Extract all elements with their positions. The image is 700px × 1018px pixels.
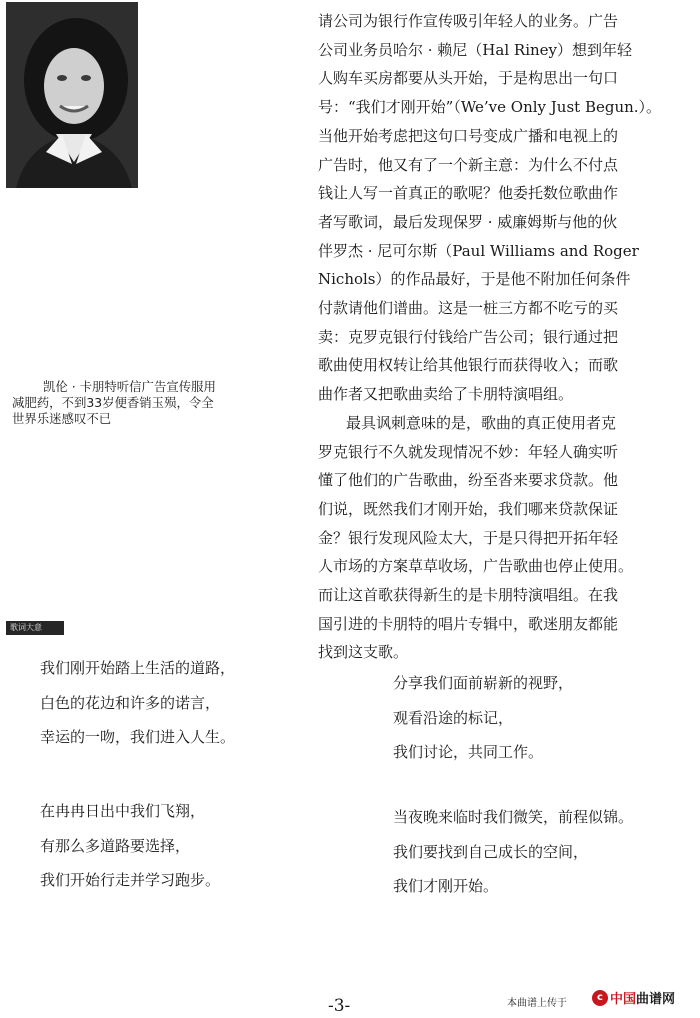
caption-line: 世界乐迷感叹不已 [12,411,112,426]
portrait-photo [6,2,138,188]
body-line: 卖：克罗克银行付钱给广告公司；银行通过把 [318,327,619,346]
portrait-drawing [6,2,138,188]
body-line: 钱让人写一首真正的歌呢？他委托数位歌曲作 [318,184,619,203]
body-line: 当他开始考虑把这句口号变成广播和电视上的 [318,126,619,145]
body-line: 伴罗杰 · 尼可尔斯（Paul Williams and Roger [318,241,639,260]
body-line: 人购车买房都要从头开始，于是构思出一句口 [318,69,619,88]
body-line: 号：“我们才刚开始”（We’ve Only Just Begun.）。 [318,98,662,117]
lyric-line: 有那么多道路要选择， [40,836,191,855]
body-line: 而让这首歌获得新生的是卡朋特演唱组。在我 [318,586,619,605]
lyric-line: 我们才刚开始。 [393,877,499,895]
lyrics-stanza-left-1 [40,651,235,755]
lyric-line: 分享我们面前崭新的视野， [393,674,574,692]
body-line: 广告时，他又有了一个新主意：为什么不付点 [318,155,619,174]
lyrics-stanza-right-2 [393,800,633,904]
logo-mark-icon: c [592,990,608,1006]
logo-text [610,988,675,1007]
lyric-line: 当夜晚来临时我们微笑，前程似锦。 [393,808,634,826]
lyric-line: 白色的花边和许多的诺言， [40,693,221,712]
body-line: 最具讽刺意味的是，歌曲的真正使用者克 [346,413,617,432]
lyric-line: 我们要找到自己成长的空间， [393,842,589,861]
logo-text-red: 中国 [610,992,637,1007]
page-number: -3- [328,996,351,1016]
body-line: 懂了他们的广告歌曲，纷至沓来要求贷款。他 [318,471,619,490]
lyric-line: 我们开始行走并学习跑步。 [40,871,221,889]
caption-line: 凯伦 · 卡朋特听信广告宣传服用 [43,379,216,394]
body-line: 者写歌词，最后发现保罗 · 威廉姆斯与他的伙 [318,212,618,231]
body-line: 金？银行发现风险太大，于是只得把开拓年轻 [318,528,619,547]
upload-note: 本曲谱上传于 [507,998,567,1009]
body-line: Nichols）的作品最好，于是他不附加任何条件 [318,270,631,289]
article-body [318,7,700,667]
body-line: 们说，既然我们才刚开始，我们哪来贷款保证 [318,499,619,518]
lyric-line: 我们刚开始踏上生活的道路， [40,659,236,677]
logo-text-rest: 曲谱网 [636,992,676,1007]
body-line: 人市场的方案草草收场，广告歌曲也停止使用。 [318,557,634,576]
body-line: 付款请他们谱曲。这是一桩三方都不吃亏的买 [318,299,619,318]
body-line: 罗克银行不久就发现情况不妙：年轻人确实听 [318,442,619,461]
body-line: 找到这支歌。 [318,643,409,662]
lyrics-stanza-right-1 [393,666,573,770]
body-line: 歌曲使用权转让给其他银行而获得收入；而歌 [318,356,619,375]
body-line: 曲作者又把歌曲卖给了卡朋特演唱组。 [318,385,574,404]
body-line: 国引进的卡朋特的唱片专辑中，歌迷朋友都能 [318,614,619,633]
section-tag: 歌词大意 [6,621,64,635]
caption-line: 减肥药，不到33岁便香销玉殒，令全 [12,395,214,410]
body-line: 公司业务员哈尔 · 赖尼（Hal Riney）想到年轻 [318,40,632,59]
lyrics-stanza-left-2 [40,794,220,898]
lyric-line: 观看沿途的标记， [393,708,514,727]
photo-caption [12,379,297,427]
body-line: 请公司为银行作宣传吸引年轻人的业务。广告 [318,12,619,30]
lyric-line: 幸运的一吻，我们进入人生。 [40,728,236,746]
lyric-line: 我们讨论，共同工作。 [393,743,544,761]
site-logo[interactable] [592,988,675,1007]
lyric-line: 在冉冉日出中我们飞翔， [40,802,206,820]
